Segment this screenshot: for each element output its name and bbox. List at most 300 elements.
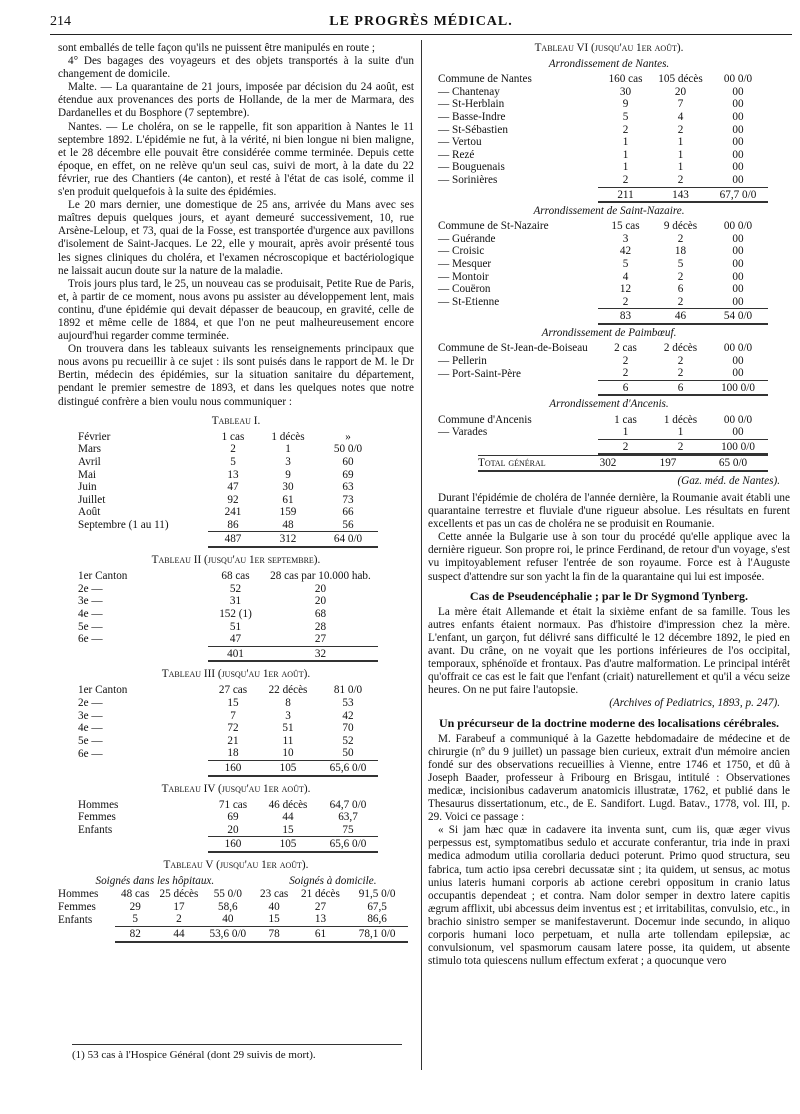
table-cell: 00 0/0 [723,73,753,86]
table-cell: 2 [622,123,629,136]
table-cell: 6e — [78,747,103,760]
table-cell: — Rezé [438,148,475,161]
table-cell: 00 [732,161,744,174]
table-row [438,258,768,271]
table-cell: 00 [732,283,744,296]
table-cell: 63 [342,481,354,494]
table-cell: Août [78,506,101,519]
table-cell: 00 [732,354,744,367]
table-cell: 31 [229,595,242,608]
table-row [438,86,768,99]
table-cell: 55 0/0 [213,888,242,901]
table-cell: 64 0/0 [318,532,378,547]
table-cell: Avril [78,455,101,468]
table-cell: 30 [619,85,632,98]
table-cell: 42 [342,709,354,722]
table-cell: 78,1 0/0 [346,927,408,942]
table-cell: — Basse-Indre [438,110,506,123]
page-header [50,14,792,36]
table-row [438,342,768,355]
table-cell [78,532,208,547]
table-cell: 46 [653,309,708,324]
table-cell: 2 [622,295,629,308]
table-cell: 6 [598,380,653,395]
table-cell: 28 [314,620,327,633]
table-row [78,583,378,596]
table-cell: 53,6 0/0 [202,927,253,942]
tableau-5-title: Tableau V (jusqu'au 1er août). [163,859,309,872]
table-cell: Mai [78,468,97,481]
table-cell: 197 [638,456,698,471]
table-cell: 58,6 [218,900,238,913]
table-row [78,684,378,697]
table-cell: 13 [227,468,239,481]
table-cell: 7 [677,98,684,111]
table-cell: 18 [674,245,687,258]
table-cell: Commune de St-Nazaire [438,220,549,233]
paragraph: 4° Des bagages des voyageurs et des objets transportés à la suite d'un changement de domicile. [58,55,414,81]
tableau-6-title: Tableau VI (jusqu'au 1er août). [534,42,684,54]
table-total-row [58,927,408,942]
table-cell: 15 [227,697,239,709]
table-cell: 53 [342,697,354,709]
table-cell: 29 [129,900,141,913]
table-row [438,296,768,309]
table-cell: 51 [282,722,294,735]
table-cell: 20 [314,595,327,608]
section-title: Un précurseur de la doctrine moderne des localisations cérébrales. [438,715,780,730]
table-cell: 1 cas [614,413,637,426]
table-row [58,888,408,901]
table-row [78,570,378,583]
table-row [438,161,768,174]
table-total-row [78,532,378,547]
citation: (Archives of Pediatrics, 1893, p. 247). [609,697,780,710]
table-cell: 00 [732,426,744,439]
table-cell: — Couëron [438,283,491,296]
table-cell: — Chantenay [438,85,500,98]
table-cell: 67,5 [367,900,387,913]
arrondissement-table [438,220,768,325]
table-total-row [438,439,768,454]
table-cell: 5 [132,913,138,926]
table-cell [438,187,598,202]
table-row [58,901,408,914]
table-cell: — St-Sébastien [438,123,508,136]
table-cell: 6e — [78,633,103,646]
table-row [78,519,378,532]
table-cell [438,439,598,454]
table-cell: 401 [208,646,263,661]
paragraph: sont emballés de telle façon qu'ils ne puissent être manipulés en route ; [58,42,376,54]
table-cell: 2 [677,367,684,380]
table-cell: 28 cas par 10.000 hab. [270,570,371,583]
table-cell [438,309,598,324]
table-cell: 1er Canton [78,684,128,697]
table-cell: 8 [285,697,291,709]
table-cell: 00 [732,270,744,283]
table-cell: 1 [622,136,629,149]
table-total-row [438,187,768,202]
table-cell: 1 [677,148,684,161]
table-row [78,722,378,735]
table-cell: 00 [732,295,744,308]
table-cell: 56 [342,518,354,531]
table-cell: 61 [295,927,346,942]
table-cell: 65,6 0/0 [318,837,378,852]
table-row [78,481,378,494]
table-total-row [78,646,378,661]
table-cell: — Guérande [438,232,496,245]
table-cell: 312 [258,532,318,547]
table-row [438,98,768,111]
table-cell: Hommes [58,888,99,901]
table-cell: 86 [227,518,239,531]
table-cell: 30 [282,481,294,494]
table-cell: Hommes [78,798,119,811]
table-row [438,233,768,246]
table-cell: 54 0/0 [708,309,768,324]
table-cell: 159 [279,506,297,519]
table-cell: 68 cas [221,570,250,583]
table-cell: Mars [78,443,101,456]
table-cell: 63,7 [338,811,358,824]
table-cell: Février [78,430,111,443]
table-cell: Juin [78,481,97,494]
table-cell: 160 [208,760,258,775]
table-cell: 2 [176,913,182,926]
table-cell: 72 [227,722,239,735]
paragraph: Trois jours plus tard, le 25, un nouveau cas se produisait, Petite Rue de Paris, et, à partir de ce moment, nous avons pu assister au développement lent, mais continu, d'une épidémie qui devait dépasser de beaucoup, en gravité, celle de 1892 et même celle de 1884, et que l'on ne peut malheureusement encore aujourd'hui regarder comme terminée. [58,277,414,343]
table-cell: 00 [732,245,744,258]
tableau-4 [78,799,378,853]
paragraph: Malte. — La quarantaine de 21 jours, imposée par décision du 24 août, est étendue aux provenances des ports de Hollande, de la mer de Marmara, des Dardanelles et du Bosphore (7 septembre). [58,81,414,120]
table-cell: 78 [254,927,295,942]
paragraph: Durant l'épidémie de choléra de l'année dernière, la Roumanie avait établi une quarantaine terrestre et fluviale d'une rigueur absolue. Les résultats en furent excellents et pas un cas de choléra ne se produisit en Roumanie. [428,492,790,531]
table-cell: 5 [230,455,236,468]
table-cell [58,927,115,942]
table-cell: 00 [732,110,744,123]
table-cell: 1 [622,148,629,161]
table-cell: 27 cas [218,684,248,697]
table-row [438,73,768,86]
table-row [438,283,768,296]
table-cell: 100 0/0 [708,380,768,395]
table-cell: 00 [732,367,744,380]
table-row [78,443,378,456]
table-cell: 2 [622,173,629,186]
table-cell: 3 [622,232,629,245]
table-row [438,174,768,187]
table-cell: 60 [342,455,354,468]
table-cell: 50 0/0 [333,443,363,456]
table-cell: 92 [227,493,239,506]
table-cell: 52 [229,582,242,595]
table-cell: 2 [677,354,684,367]
table-cell: 241 [224,506,242,519]
subtitle-hopitaux: Soignés dans les hôpitaux. [95,875,215,888]
table-cell: 00 [732,173,744,186]
table-cell: 40 [222,913,234,926]
table-row [78,633,378,646]
table-cell: Commune de St-Jean-de-Boiseau [438,342,588,355]
table-row [438,220,768,233]
table-cell: 1er Canton [78,570,128,583]
table-total-row [438,380,768,395]
tableau-4-title: Tableau IV (jusqu'au 1er août). [161,782,311,795]
table-cell: 83 [598,309,653,324]
table-row [438,414,768,427]
table-row [78,799,378,812]
table-cell: — Vertou [438,136,482,149]
left-column [58,42,414,943]
table-row [58,913,408,926]
arrondissement-table [438,342,768,396]
table-cell: 5e — [78,620,103,633]
table-cell: 21 [227,734,239,747]
table-cell: 1 décès [663,413,698,426]
table-cell: 5 [622,110,629,123]
table-cell: 71 cas [218,798,248,811]
table-cell: — St-Herblain [438,98,505,111]
table-row [438,111,768,124]
table-cell: 2 [622,354,629,367]
table-cell: 81 0/0 [333,684,363,697]
paragraph: Cette année la Bulgarie use à son tour du procédé qu'elle applique avec la dernière rigueur. Son propre roi, le prince Ferdinand, de retour d'un voyage, s'est vu impitoyablement refuser l'entrée de son royaume. Force est à l'Auguste suspect d'attendre sur son yacht la fin de la quarantaine qui lui est imposée. [428,531,790,583]
table-cell: 105 décès [658,73,703,86]
subtitle-domicile: Soignés à domicile. [289,875,377,888]
table-cell: 69 [227,811,239,824]
table-cell: 5e — [78,734,103,747]
table-cell: 00 [732,232,744,245]
table-cell: 3 [285,709,291,722]
table-cell: — Croisic [438,245,485,258]
table-cell: 2 [677,270,684,283]
table-cell: 5 [622,258,629,270]
table-cell: Total général [478,456,578,471]
arrondissement-title: Arrondissement d'Ancenis. [549,398,669,411]
table-total-row [438,309,768,324]
table-cell: — Montoir [438,270,489,283]
table-cell: 50 [342,747,354,760]
table-total-row [78,837,378,852]
table-row [78,456,378,469]
table-cell: 4e — [78,607,103,620]
table-cell: 143 [653,187,708,202]
column-divider [421,40,422,1070]
arrondissement-table [438,414,768,456]
paragraph: On trouvera dans les tableaux suivants les renseignements principaux que nous avons pu recueillir à ce sujet : ils sont puisés dans le rapport de M. le Dr Bertin, médecin des épidémies, sur la situation sanitaire du département, pendant le premier semestre de 1893, et dans les quelques notes que notre distingué confrère a bien voulu nous communiquer : [58,343,414,408]
table-cell: 211 [598,187,653,202]
table-cell: 00 0/0 [723,342,753,355]
table-cell: — Port-Saint-Père [438,367,521,380]
table-cell: 00 [732,148,744,161]
table-cell: 65 0/0 [698,456,768,471]
arrondissement-table [438,73,768,203]
tableau-2 [78,570,378,662]
table-cell: 75 [342,823,354,836]
table-cell: 1 [677,426,684,439]
table-cell [438,380,598,395]
table-cell: 46 décès [268,798,308,811]
paragraph: La mère était Allemande et était la sixième enfant de sa famille. Tous les autres enfants étaient normaux. Pas d'histoire d'impression chez la mère. L'enfant, un garçon, fut délivré sans difficulté le 12 décembre 1892, le pied en avant. Du crâne, on ne voyait que les portions inférieures de l'os occipital, temporaux, sphénoïde et frontaux. Pas d'autre malformation. Le principal intérêt qu'offrait ce cas est le fait que l'enfant (criait) naturellement et qu'il a vécu seize heures. On ne put faire l'autopsie. [428,605,790,697]
table-cell: 2 décès [663,342,698,355]
table-row [438,426,768,439]
tableau-1 [78,431,378,548]
tableau-5 [58,888,408,942]
table-cell: 00 [732,85,744,98]
table-cell: 2 [677,295,684,308]
journal-title: LE PROGRÈS MÉDICAL. [329,14,513,29]
table-row [78,469,378,482]
table-cell: 15 [268,913,280,926]
table-cell: 86,6 [367,913,387,926]
table-cell: 18 [227,747,239,760]
table-cell: 47 [227,481,239,494]
table-cell: 69 [342,468,354,481]
table-cell: 21 décès [301,888,340,901]
table-cell: 2e — [78,697,103,709]
right-column [428,42,790,968]
table-row [438,149,768,162]
table-cell: » [345,430,351,443]
arrondissement-title: Arrondissement de Saint-Nazaire. [533,205,685,218]
table-cell: 00 0/0 [723,220,753,233]
table-cell: 3 [285,455,291,468]
table-cell: Juillet [78,493,106,506]
table-cell: 82 [115,927,156,942]
footnote: (1) 53 cas à l'Hospice Général (dont 29 suivis de mort). [72,1044,402,1061]
tableau-6 [428,58,790,455]
table-cell: 6 [677,283,684,296]
table-row [78,494,378,507]
table-cell: 105 [258,837,318,852]
table-cell: 1 [622,426,629,439]
table-cell: 44 [156,927,202,942]
table-cell [78,646,208,661]
table-cell: Commune d'Ancenis [438,413,532,426]
table-cell: 4e — [78,722,103,735]
table-cell: 17 [173,900,185,913]
table-cell: 42 [619,245,632,258]
table-cell: 1 cas [221,430,245,443]
tableau-1-title: Tableau I. [211,414,261,427]
table-cell: — Mesquer [438,258,492,270]
table-cell: Femmes [78,811,116,824]
table-cell: 7 [230,709,236,722]
table-cell: 1 [677,136,684,149]
table-cell: 100 0/0 [708,439,768,454]
table-cell: 2 [653,439,708,454]
table-row [78,747,378,760]
table-row [78,595,378,608]
table-cell: — Pellerin [438,354,487,367]
paragraph: M. Farabeuf a communiqué à la Gazette hebdomadaire de médecine et de chirurgie (nº du 9 juillet) un passage bien curieux, extrait d'un mémoire ancien fondé sur des observations recueillies à Vienne, entre 1746 et 1750, et dû à Joseph Baader, professeur à Fribourg en Brisgau, intitulé : Observationes medicæ, incisionibus cadaverum anatomicis illustratæ, 1762, et publié dans le Thesaurus dissertationum, etc., de E. Sandifort. Lugd. Batav., 1778, vol. III, p. 29. Voici ce passage : [428,732,790,824]
table-cell: 64,7 0/0 [329,798,367,811]
table-cell: 5 [677,258,684,270]
table-cell: — Sorinières [438,174,498,187]
table-cell: 4 [622,270,629,283]
table-cell: 00 [732,136,744,149]
table-cell: 3e — [78,709,103,722]
table-cell: 44 [282,811,294,824]
table-row [78,824,378,837]
table-cell: 160 cas [608,73,643,86]
table-cell: 160 [208,837,258,852]
table-cell: 22 décès [268,684,308,697]
table-row [438,271,768,284]
table-cell: Septembre (1 au 11) [78,519,169,532]
table-cell: 48 cas [121,888,150,901]
table-cell: 00 0/0 [723,413,753,426]
table-total-row [78,760,378,775]
page-number: 214 [50,14,71,29]
table-cell: 23 cas [260,888,289,901]
table-cell: 4 [677,110,684,123]
table-cell: Enfants [58,913,93,926]
section-title: Cas de Pseudencéphalie ; par le Dr Sygmond Tynberg. [469,588,749,603]
table-row [78,710,378,723]
table-cell: Femmes [58,900,96,913]
table-cell: 302 [578,456,638,471]
table-cell: 1 [677,161,684,174]
table-row [78,506,378,519]
citation: (Gaz. méd. de Nantes). [677,474,780,487]
table-cell [78,837,208,852]
table-cell: 13 [314,913,327,926]
table-cell: 67,7 0/0 [708,187,768,202]
table-cell: Enfants [78,824,113,837]
table-total-row [478,456,768,471]
table-cell: 105 [258,760,318,775]
table-row [438,367,768,380]
table-cell: 20 [227,823,239,836]
table-cell: — Bouguenais [438,161,505,174]
table-cell: 27 [314,900,327,913]
table-cell: 2 [230,443,236,456]
table-cell: 61 [282,493,294,506]
table-cell: 73 [342,493,354,506]
table-cell: 9 [622,98,629,111]
table-cell: 70 [342,722,354,735]
table-cell: 2e — [78,582,103,595]
table-cell: 27 [314,633,327,646]
table-row [78,621,378,634]
table-cell: 3e — [78,595,103,608]
header-rule [50,34,792,35]
table-cell: 2 [677,123,684,136]
arrondissement-title: Arrondissement de Nantes. [548,58,670,71]
table-cell: 6 [653,380,708,395]
grand-total [478,455,768,472]
table-cell: 68 [314,607,327,620]
table-cell: 40 [268,900,280,913]
table-row [78,811,378,824]
table-cell: 1 [285,443,291,456]
table-cell [78,760,208,775]
table-cell: 20 [314,582,327,595]
table-cell: 52 [342,734,354,747]
tableau-2-title: Tableau II (jusqu'au 1er septembre). [151,554,321,567]
table-cell: — Varades [438,426,488,439]
table-cell: 91,5 0/0 [358,888,396,901]
table-cell: 2 cas [614,342,637,355]
table-cell: 11 [282,734,294,747]
tableau-5-subtitles [58,875,414,888]
paragraph: Le 20 mars dernier, une domestique de 25 ans, arrivée du Mans avec ses maîtres depuis quelques jours, et ayant demeuré successivement, 10, rue Arsène-Leloup, et 73, quai de la Fosse, est transportée d'urgence aux pavillons d'isolement de Saint-Jacques. Le 22, elle y mourait, après avoir présenté tous les signes cliniques du choléra, et l'examen nécroscopique et bactériologique ne laissait aucun doute sur la nature de la maladie. [58,199,414,277]
table-cell: 9 [285,468,291,481]
table-cell: 12 [619,283,632,296]
